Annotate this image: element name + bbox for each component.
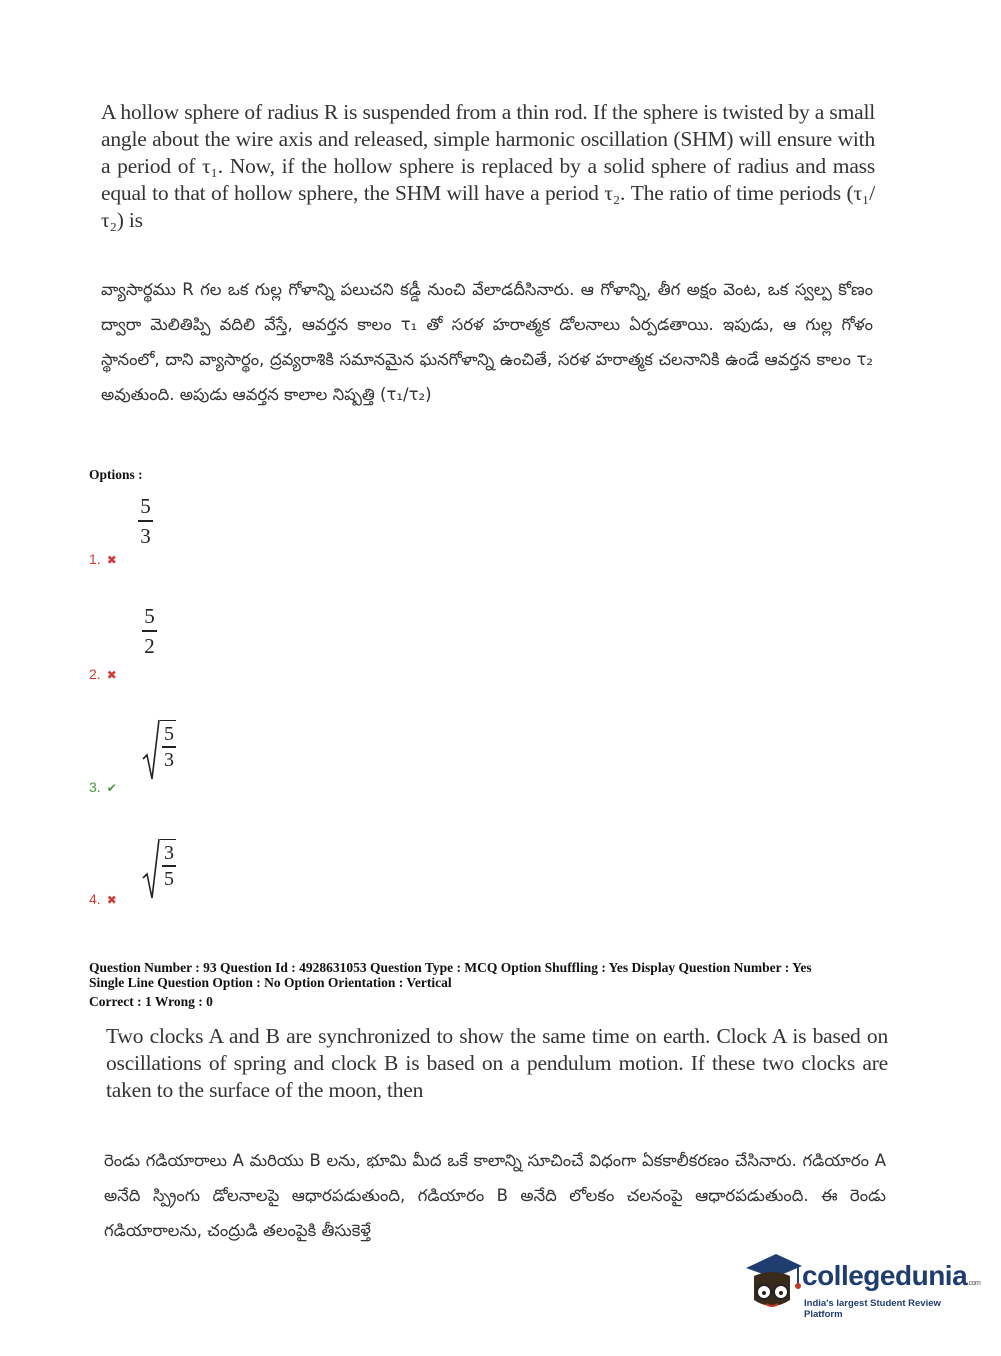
fraction-bar [162,865,176,867]
option-2-denominator: 2 [144,633,155,658]
option-1-numerator: 5 [140,494,151,518]
option-2[interactable] [89,666,117,682]
question-2-telugu: రెండు గడియారాలు A మరియు B లను, భూమి మీద ఒకే కాలాన్ని సూచించే విధంగా ఏకకాలీకరణం చేసినారు. గడియారం A అనేది స్ప్రింగు డోలనాలపై ఆధారపడుతుంది, గడియారం B అనేది లోలకం చలనంపై ఆధారపడుతుంది. ఈ రెండు గడియారాలను, చంద్రుడి తలంపైకి తీసుకెళ్తే [104,1151,886,1240]
fraction-bar [138,520,153,522]
option-3-radical [142,719,176,781]
question-1-english: A hollow sphere of radius R is suspended from a thin rod. If the sphere is twisted by a small angle about the wire axis and released, simple harmonic oscillation (SHM) will ensure with a period of τ₁. Now, if the hollow sphere is replaced by a solid sphere of radius and mass equal to that of hollow sphere, the SHM will have a period τ₂. The ratio of time periods (τ₁/τ₂) is [101,100,875,232]
option-3-number: 3. [89,779,101,795]
logo-tagline: India's largest Student Review Platform [804,1298,941,1320]
question-meta-line-2: Single Line Question Option : No Option Orientation : Vertical [89,975,452,990]
fraction-bar [162,746,176,748]
option-2-fraction [142,604,157,658]
square-root-icon [142,838,160,900]
logo-wordmark: collegedunia.com [802,1260,981,1291]
option-2-numerator: 5 [144,604,155,628]
option-3-denominator: 3 [164,748,174,771]
option-3[interactable] [89,779,117,795]
option-1-fraction [138,494,153,548]
option-4-number: 4. [89,891,101,907]
student-mascot-icon [742,1250,804,1316]
option-3-numerator: 5 [164,723,174,745]
cross-icon: ✖ [106,893,117,907]
cross-icon: ✖ [106,668,117,682]
option-4[interactable] [89,891,117,907]
option-4-radical [142,838,176,900]
question-meta-line-3: Correct : 1 Wrong : 0 [89,994,213,1009]
options-label: Options : [89,467,143,482]
option-1-denominator: 3 [140,523,151,548]
check-icon: ✔ [106,781,117,795]
option-4-denominator: 5 [164,867,174,890]
fraction-bar [142,630,157,632]
option-2-number: 2. [89,666,101,682]
option-1[interactable] [89,551,117,567]
option-4-numerator: 3 [164,842,174,864]
option-1-number: 1. [89,551,101,567]
cross-icon: ✖ [106,553,117,567]
square-root-icon [142,719,160,781]
question-1-telugu: వ్యాసార్థము R గల ఒక గుల్ల గోళాన్ని పలుచని కడ్డీ నుంచి వేలాడదీసినారు. ఆ గోళాన్ని, తీగ అక్షం వెంట, ఒక స్వల్ప కోణం ద్వారా మెలితిప్పి వదిలి వేస్తే, ఆవర్తన కాలం τ₁ తో సరళ హరాత్మక డోలనాలు ఏర్పడతాయి. ఇపుడు, ఆ గుల్ల గోళం స్థానంలో, దాని వ్యాసార్థం, ద్రవ్యరాశికి సమానమైన ఘనగోళాన్ని ఉంచితే, సరళ హరాత్మక చలనానికి ఉండే ఆవర్తన కాలం τ₂ అవుతుంది. అపుడు ఆవర్తన కాలాల నిష్పత్తి (τ₁/τ₂) [101,280,873,404]
question-meta-line-1: Question Number : 93 Question Id : 4928631053 Question Type : MCQ Option Shuffling : Yes Display Question Number : Yes [89,960,812,975]
question-2-english: Two clocks A and B are synchronized to show the same time on earth. Clock A is based on oscillations of spring and clock B is based on a pendulum motion. If these two clocks are taken to the surface of the moon, then [106,1024,888,1102]
collegedunia-logo [742,1250,981,1320]
